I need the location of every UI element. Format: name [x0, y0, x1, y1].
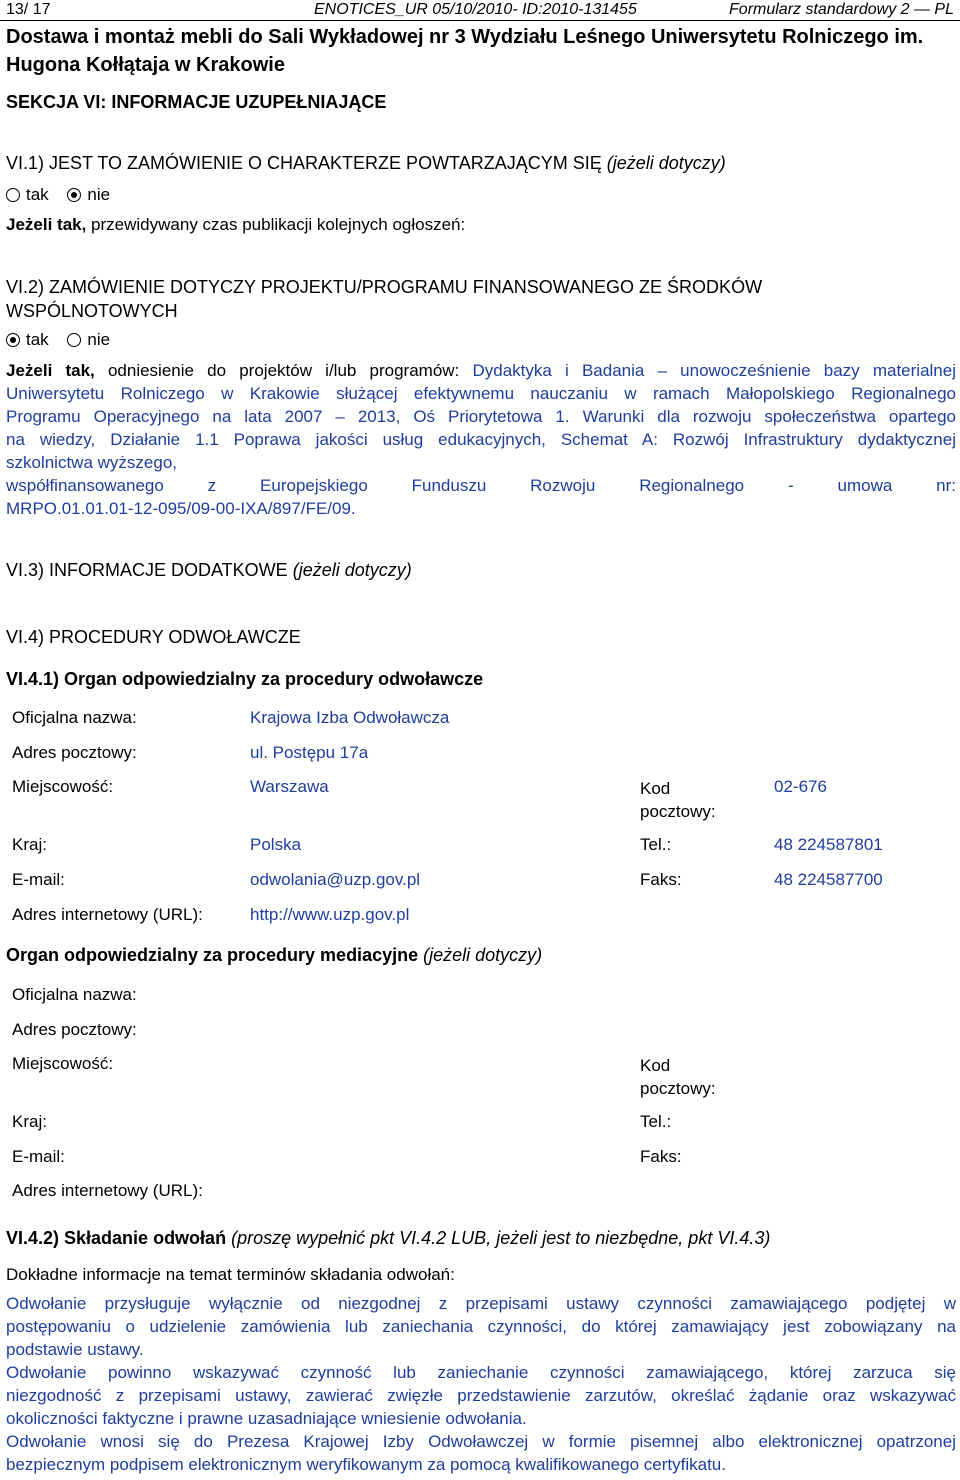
value-email[interactable]: odwolania@uzp.gov.pl [250, 870, 421, 889]
page-header [0, 0, 960, 22]
vi2-radio-group [6, 330, 124, 350]
mediation-heading: Organ odpowiedzialny za procedury mediacyjne (jeżeli dotyczy) [6, 945, 543, 965]
label-address: Adres pocztowy: [12, 743, 137, 762]
vi1-option-no[interactable]: nie [67, 185, 110, 204]
vi1-option-yes[interactable]: tak [6, 185, 49, 204]
header-divider [0, 20, 960, 21]
label-fax: Faks: [640, 870, 682, 889]
vi2-option-yes[interactable]: tak [6, 330, 49, 349]
vi1-heading: VI.1) JEST TO ZAMÓWIENIE O CHARAKTERZE POWTARZAJĄCYM SIĘ (jeżeli dotyczy) [6, 153, 726, 173]
vi2-option-no[interactable]: nie [67, 330, 110, 349]
value-city: Warszawa [250, 777, 329, 796]
vi42-details: Odwołanie przysługuje wyłącznie od niezgodnej z przepisami ustawy czynności zamawiającego podjętej w postępowaniu o udzielenie zamówienia lub zaniechania czynności, do której zamawiający jest zobowiązany na podstawie ustawy. Odwołanie powinno wskazywać czynność lub zaniechanie czynności zamawiającego, której zarzuca się niezgodność z przepisami ustawy, zawierać zwięzłe przedstawienie zarzutów, określać żądanie oraz wskazywać okoliczności faktyczne i prawne uzasadniające wniesienie odwołania. Odwołanie wnosi się do Prezesa Krajowej Izby Odwoławczej w formie pisemnej albo elektronicznej opatrzonej bezpiecznym podpisem elektronicznym weryfikowanym za pomocą kwalifikowanego certyfikatu. [6, 1294, 956, 1474]
label-email: E-mail: [12, 870, 65, 889]
vi4-heading: VI.4) PROCEDURY ODWOŁAWCZE [6, 627, 301, 647]
vi1-followup: Jeżeli tak, przewidywany czas publikacji kolejnych ogłoszeń: [6, 215, 466, 234]
document-title: Dostawa i montaż mebli do Sali Wykładowej nr 3 Wydziału Leśnego Uniwersytetu Rolniczego im. Hugona Kołłątaja w Krakowie [6, 26, 924, 76]
mediation-label-city: Miejscowość: [12, 1054, 114, 1073]
radio-checked-icon [67, 188, 81, 202]
page-number: 13/ 17 [6, 1, 51, 18]
mediation-label-country: Kraj: [12, 1112, 47, 1131]
radio-unchecked-icon [67, 333, 81, 347]
vi1-radio-group [6, 185, 124, 205]
label-tel: Tel.: [640, 835, 672, 854]
vi3-heading: VI.3) INFORMACJE DODATKOWE (jeżeli dotyczy) [6, 560, 412, 580]
mediation-label-official-name: Oficjalna nazwa: [12, 985, 137, 1004]
value-official-name: Krajowa Izba Odwoławcza [250, 708, 450, 727]
value-country: Polska [250, 835, 302, 854]
mediation-label-postal-code: Kod pocztowy: [640, 1056, 716, 1098]
vi42-heading: VI.4.2) Składanie odwołań (proszę wypełnić pkt VI.4.2 LUB, jeżeli jest to niezbędne, pkt VI.4.3) [6, 1228, 771, 1248]
section-title: SEKCJA VI: INFORMACJE UZUPEŁNIAJĄCE [6, 92, 387, 112]
mediation-label-tel: Tel.: [640, 1112, 672, 1131]
value-tel: 48 224587801 [774, 835, 883, 854]
radio-unchecked-icon [6, 188, 20, 202]
notice-reference: ENOTICES_UR 05/10/2010- ID:2010-131455 [314, 1, 637, 18]
label-official-name: Oficjalna nazwa: [12, 708, 137, 727]
value-address: ul. Postępu 17a [250, 743, 369, 762]
mediation-label-fax: Faks: [640, 1147, 682, 1166]
value-postal-code: 02-676 [774, 777, 827, 796]
value-fax: 48 224587700 [774, 870, 883, 889]
vi2-reference-text: Jeżeli tak, odniesienie do projektów i/lub programów: Dydaktyka i Badania – unowocześnienie bazy materialnej Uniwersytetu Rolniczego w Krakowie służącej efektywnemu nauczaniu w ramach Małopolskiego Regionalnego Programu Operacyjnego na lata 2007 – 2013, Oś Priorytetowa 1. Warunki dla rozwoju społeczeństwa opartego na wiedzy, Działanie 1.1 Poprawa jakości usług edukacyjnych, Schemat A: Rozwój Infrastruktury dydaktycznej szkolnictwa wyższego, współfinansowanego z Europejskiego Funduszu Rozwoju Regionalnego - umowa nr: MRPO.01.01.01-12-095/09-00-IXA/897/FE/09. [6, 361, 956, 518]
value-url[interactable]: http://www.uzp.gov.pl [250, 905, 410, 924]
label-postal-code: Kod pocztowy: [640, 779, 716, 821]
vi2-heading: VI.2) ZAMÓWIENIE DOTYCZY PROJEKTU/PROGRAMU FINANSOWANEGO ZE ŚRODKÓW WSPÓLNOTOWYCH [6, 277, 763, 321]
mediation-label-email: E-mail: [12, 1147, 65, 1166]
label-country: Kraj: [12, 835, 47, 854]
mediation-label-address: Adres pocztowy: [12, 1020, 137, 1039]
form-name: Formularz standardowy 2 — PL [729, 1, 954, 18]
vi42-intro: Dokładne informacje na temat terminów składania odwołań: [6, 1265, 455, 1284]
vi41-heading: VI.4.1) Organ odpowiedzialny za procedury odwoławcze [6, 669, 484, 689]
radio-checked-icon [6, 333, 20, 347]
mediation-label-url: Adres internetowy (URL): [12, 1181, 203, 1200]
label-url: Adres internetowy (URL): [12, 905, 203, 924]
label-city: Miejscowość: [12, 777, 114, 796]
